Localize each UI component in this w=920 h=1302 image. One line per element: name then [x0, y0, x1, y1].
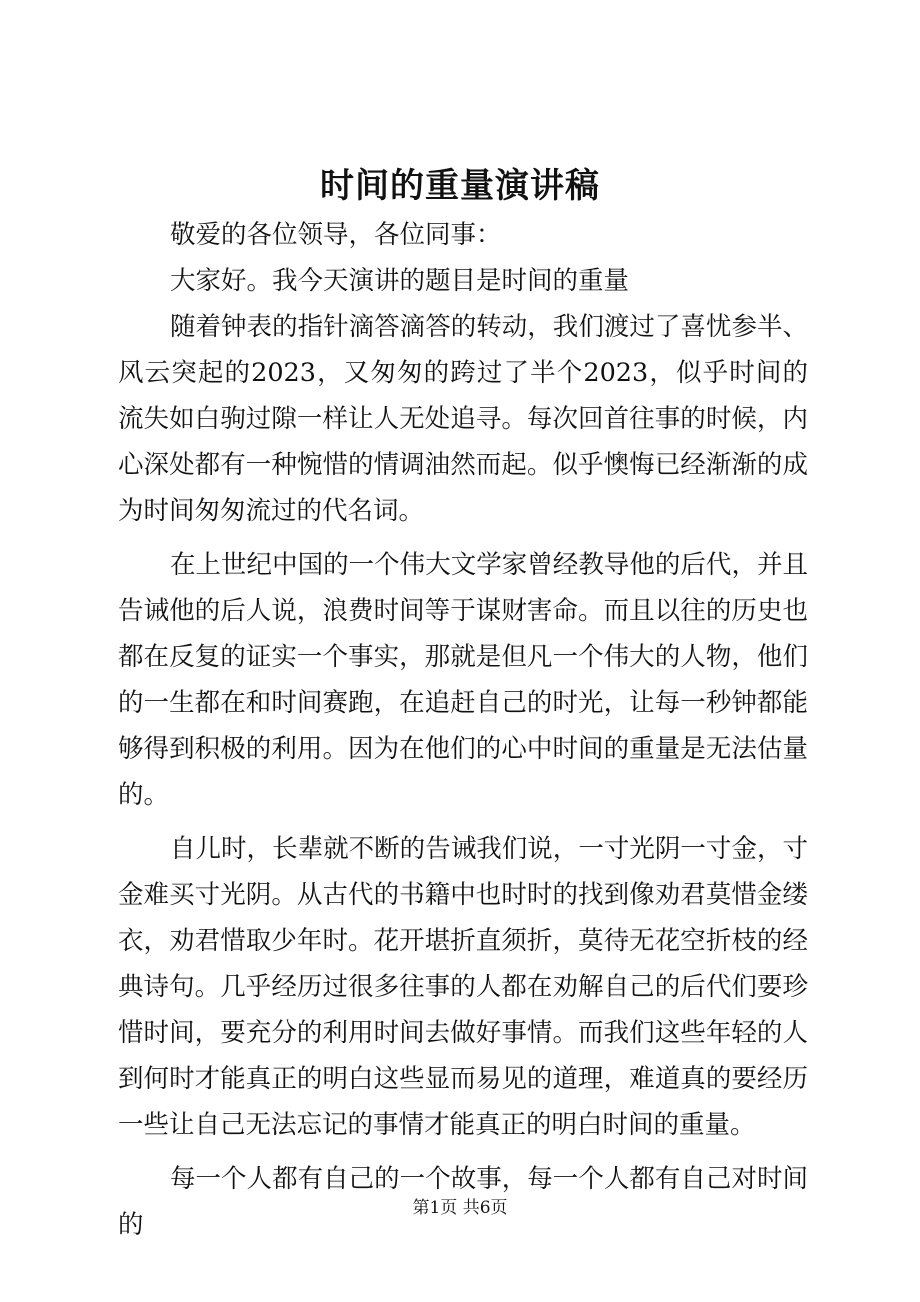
paragraph: 在上世纪中国的一个伟大文学家曾经教导他的后代，并且告诫他的后人说，浪费时间等于谋财害命。而且以往的历史也都在反复的证实一个事实，那就是但凡一个伟大的人物，他们的一生都在和时间赛跑，在追赶自己的时光，让每一秒钟都能够得到积极的利用。因为在他们的心中时间的重量是无法估量的。: [118, 550, 808, 810]
document-body: [118, 212, 808, 1248]
page-number-footer: 第1页 共6页: [412, 1198, 508, 1218]
paragraph-salutation: 敬爱的各位领导，各位同事：: [170, 220, 502, 250]
paragraph: 每一个人都有自己的一个故事，每一个人都有自己对时间的: [118, 1164, 808, 1240]
paragraph: 自儿时，长辈就不断的告诫我们说，一寸光阴一寸金，寸金难买寸光阴。从古代的书籍中也时时的找到像劝君莫惜金缕衣，劝君惜取少年时。花开堪折直须折，莫待无花空折枝的经典诗句。几乎经历过很多往事的人都在劝解自己的后代们要珍惜时间，要充分的利用时间去做好事情。而我们这些年轻的人到何时才能真正的明白这些显而易见的道理，难道真的要经历一些让自己无法忘记的事情才能真正的明白时间的重量。: [118, 834, 808, 1140]
paragraph: 随着钟表的指针滴答滴答的转动，我们渡过了喜忧参半、风云突起的2023，又匆匆的跨过了半个2023，似乎时间的流失如白驹过隙一样让人无处追寻。每次回首往事的时候，内心深处都有一种惋惜的情调油然而起。似乎懊悔已经渐渐的成为时间匆匆流过的代名词。: [118, 312, 808, 526]
document-title: 时间的重量演讲稿: [320, 166, 600, 206]
paragraph-greeting: 大家好。我今天演讲的题目是时间的重量: [170, 266, 630, 296]
